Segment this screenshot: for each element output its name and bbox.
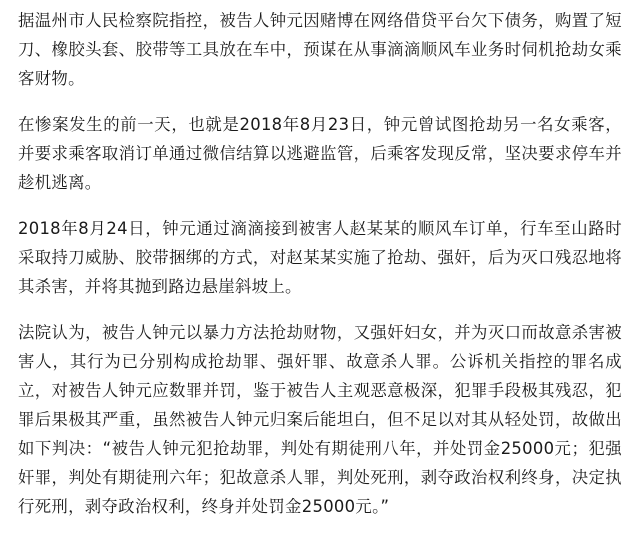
paragraph-prior-attempt: 在惨案发生的前一天，也就是2018年8月23日，钟元曾试图抢劫另一名女乘客，并要求乘客取消订单通过微信结算以逃避监管，后乘客发现反常，坚决要求停车并趁机逃离。 — [18, 115, 622, 192]
paragraph-crime-details: 2018年8月24日，钟元通过滴滴接到被害人赵某某的顺风车订单，行车至山路时采取持刀威胁、胶带捆绑的方式，对赵某某实施了抢劫、强奸，后为灭口残忍地将其杀害，并将其抛到路边悬崖斜坡上。 — [18, 219, 622, 296]
article-body — [18, 0, 622, 521]
paragraph-court-verdict: 法院认为，被告人钟元以暴力方法抢劫财物，又强奸妇女，并为灭口而故意杀害被害人，其行为已分别构成抢劫罪、强奸罪、故意杀人罪。公诉机关指控的罪名成立，对被告人钟元应数罪并罚，鉴于被告人主观恶意极深，犯罪手段极其残忍，犯罪后果极其严重，虽然被告人钟元归案后能坦白，但不足以对其从轻处罚，故做出如下判决：“被告人钟元犯抢劫罪，判处有期徒刑八年，并处罚金25000元；犯强奸罪，判处有期徒刑六年；犯故意杀人罪，判处死刑，剥夺政治权利终身，决定执行死刑，剥夺政治权利，终身并处罚金25000元。” — [18, 323, 622, 516]
paragraph-indictment: 据温州市人民检察院指控，被告人钟元因赌博在网络借贷平台欠下债务，购置了短刀、橡胶头套、胶带等工具放在车中，预谋在从事滴滴顺风车业务时伺机抢劫女乘客财物。 — [18, 11, 622, 88]
